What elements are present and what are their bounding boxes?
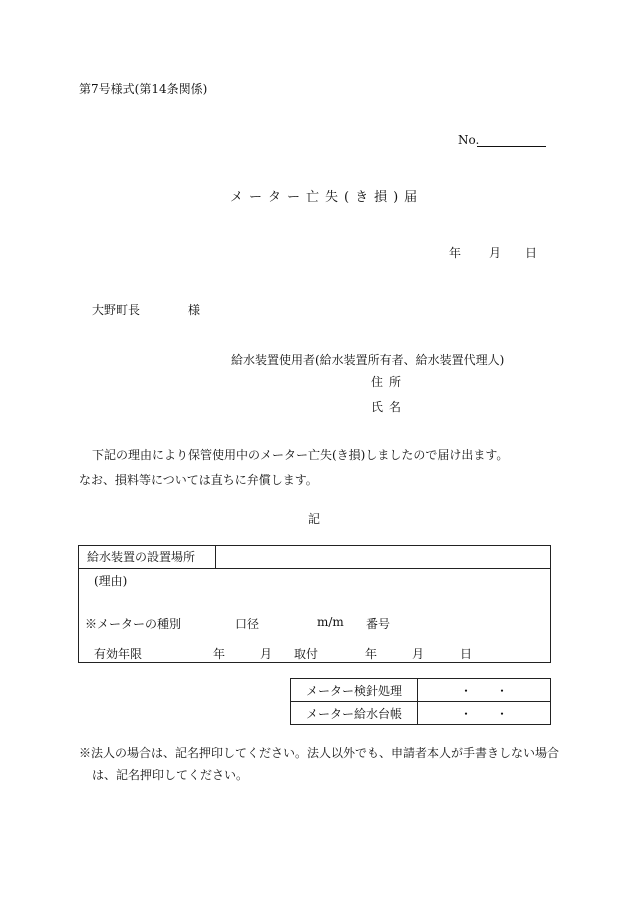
- installed-day-label: 日: [460, 647, 473, 661]
- note-line-2: は、記名押印してください。: [92, 768, 249, 782]
- note-line-1: ※法人の場合は、記名押印してください。法人以外でも、申請者本人が手書きしない場合: [79, 746, 560, 760]
- reason-label: (理由): [94, 574, 128, 588]
- location-field[interactable]: [216, 546, 551, 569]
- ki-heading: 記: [308, 512, 321, 526]
- addressee-name: 大野町長: [92, 303, 141, 317]
- number-label: No.: [458, 133, 480, 147]
- meter-ledger-label: メーター給水台帳: [291, 702, 418, 725]
- date-separator: ・: [495, 706, 508, 721]
- meter-number-label: 番号: [366, 617, 391, 631]
- date-separator: ・: [459, 683, 472, 698]
- meter-reading-date[interactable]: [418, 679, 551, 702]
- addressee: [92, 301, 200, 318]
- processing-row: [291, 702, 551, 725]
- meter-reading-label: メーター検針処理: [291, 679, 418, 702]
- body-line-2: なお、損料等については直ちに弁償します。: [79, 473, 318, 487]
- processing-row: [291, 679, 551, 702]
- validity-year-label: 年: [213, 647, 226, 661]
- installed-label: 取付: [294, 647, 319, 661]
- applicant-heading: 給水装置使用者(給水装置所有者、給水装置代理人): [231, 353, 505, 367]
- location-label: 給水装置の設置場所: [79, 546, 216, 569]
- meter-ledger-date[interactable]: [418, 702, 551, 725]
- address-label: 住所: [371, 375, 408, 389]
- validity-month-label: 月: [260, 647, 273, 661]
- body-line-1: 下記の理由により保管使用中のメーター亡失(き損)しましたので届け出ます。: [92, 448, 509, 462]
- date-day-label: 日: [525, 246, 538, 260]
- details-table: [78, 545, 551, 663]
- date-separator: ・: [495, 683, 508, 698]
- processing-table: [290, 678, 551, 725]
- date-month-label: 月: [489, 246, 502, 260]
- document-title: メーター亡失(き損)届: [230, 190, 424, 205]
- date-line: [449, 244, 537, 261]
- diameter-unit: m/m: [317, 615, 344, 629]
- installed-month-label: 月: [412, 647, 425, 661]
- form-number: 第7号様式(第14条関係): [79, 82, 208, 96]
- date-separator: ・: [459, 706, 472, 721]
- validity-label: 有効年限: [94, 647, 143, 661]
- name-label: 氏名: [371, 400, 408, 414]
- reason-meter-cell[interactable]: [79, 569, 551, 663]
- date-year-label: 年: [449, 246, 462, 260]
- number-field-line: [477, 146, 546, 147]
- meter-type-label: ※メーターの種別: [85, 617, 182, 631]
- addressee-honorific: 様: [188, 303, 201, 317]
- installed-year-label: 年: [365, 647, 378, 661]
- diameter-label: 口径: [235, 617, 260, 631]
